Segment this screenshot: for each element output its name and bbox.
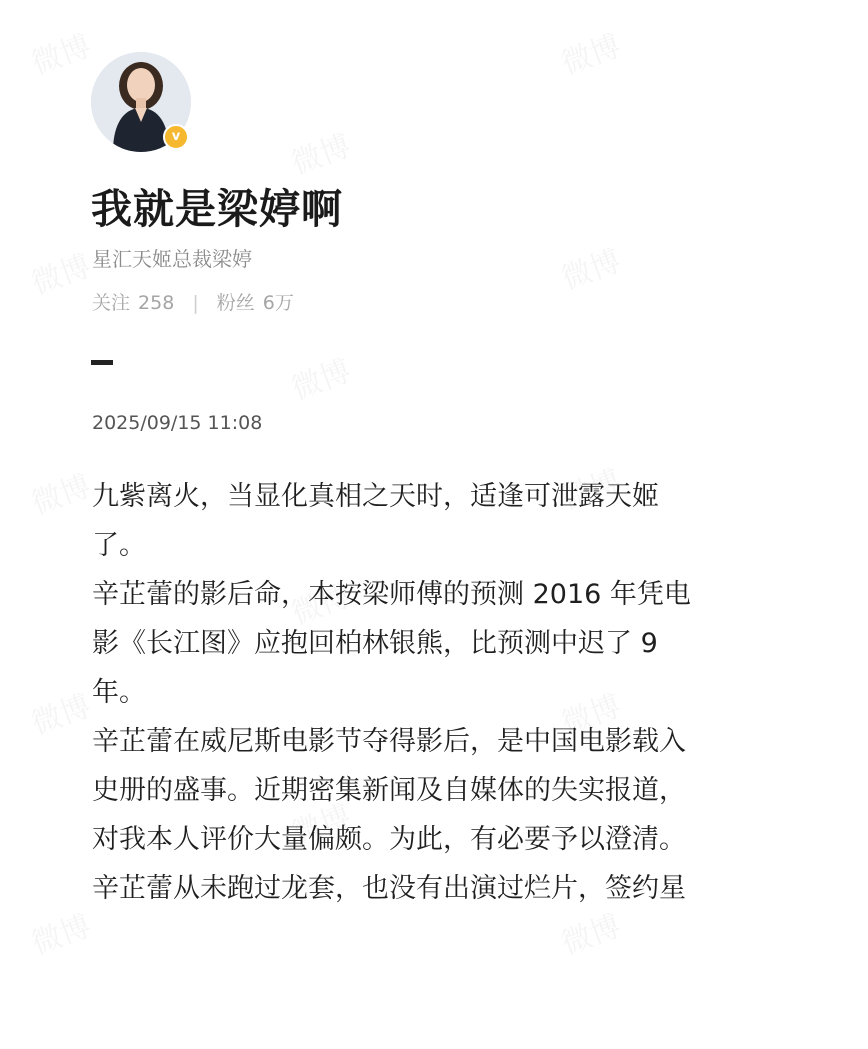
watermark	[24, 461, 95, 523]
profile-name: 我就是梁婷啊	[91, 185, 343, 233]
post-body-line: 年。	[92, 677, 146, 708]
follow-stat[interactable]	[92, 292, 180, 314]
post-body-line: 辛芷蕾的影后命，本按梁师傅的预测 2016 年凭电	[92, 579, 691, 610]
section-divider-mark	[91, 360, 113, 365]
watermark	[284, 121, 355, 183]
fans-stat[interactable]	[217, 292, 294, 314]
post-body-line: 史册的盛事。近期密集新闻及自媒体的失实报道，	[92, 775, 686, 806]
profile-stats	[92, 288, 294, 315]
watermark	[554, 21, 625, 83]
fans-label: 粉丝	[216, 292, 255, 314]
post-body-line: 辛芷蕾从未跑过龙套，也没有出演过烂片，签约星	[92, 873, 686, 904]
post-body-line: 影《长江图》应抱回柏林银熊，比预测中迟了 9	[92, 628, 658, 659]
fans-count: 6万	[262, 292, 294, 314]
watermark	[24, 21, 95, 83]
post-body-line: 对我本人评价大量偏颇。为此，有必要予以澄清。	[92, 824, 686, 855]
watermark	[284, 346, 355, 408]
watermark	[24, 901, 95, 963]
watermark	[24, 241, 95, 303]
follow-label: 关注	[92, 292, 131, 314]
post-body-line: 了。	[92, 530, 146, 561]
follow-count: 258	[138, 292, 175, 314]
profile-bio: 星汇天姬总裁梁婷	[92, 247, 252, 271]
post-body-line: 九紫离火，当显化真相之天时，适逢可泄露天姬	[92, 481, 659, 512]
verified-badge-icon: v	[163, 124, 189, 150]
post-timestamp: 2025/09/15 11:08	[92, 412, 263, 434]
profile-avatar-container[interactable]	[91, 52, 191, 152]
watermark	[24, 681, 95, 743]
post-body	[92, 472, 782, 913]
watermark	[554, 236, 625, 298]
post-body-line: 辛芷蕾在威尼斯电影节夺得影后，是中国电影载入	[92, 726, 686, 757]
stats-separator: |	[192, 292, 199, 314]
